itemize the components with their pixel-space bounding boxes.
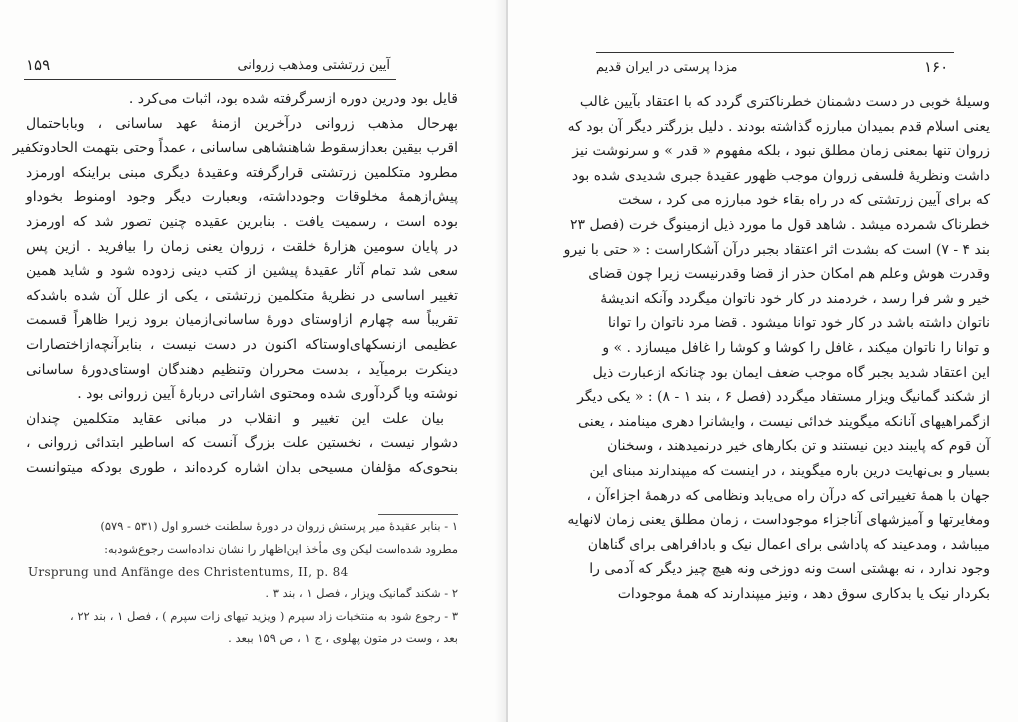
body-line: در پایان سومین هزارهٔ خلقت ، زروان یعنی زمان را بیافرید . ازین پس [26,238,458,255]
left-body-text [12,87,459,481]
body-line: ومغایرتها و آمیزشهای آناجزاء موجوداست ، زمان مطلق یعنی زمان لانهایه [567,512,990,529]
footnote-rule [378,514,458,515]
body-line: تقریباً سه چهارم ازاوستای دورهٔ ساسانی‌ازمیان برود زیرا ظاهراً قسمت [26,312,458,329]
body-line: بکردار نیک یا بدکاری سوق دهد ، ونیز میپندارند که همهٔ موجودات [617,585,990,602]
right-running-head: مزدا پرستی در ایران قدیم [596,60,738,75]
body-line: این اعتقاد شدید بجبر گاه موجب ضعف ایمان بود چنانکه ازعبارت ذیل [592,364,990,381]
footnote-line: ۱ - بنابر عقیدهٔ میر پرستش زروان در دورهٔ سلطنت خسرو اول (۵۳۱ - ۵۷۹) [100,519,458,533]
body-line: وسیلهٔ خوبی در دست دشمنان خطرناکتری گردد که با اعتقاد بآیین غالب [579,94,990,110]
body-line: عظیمی ازنسکهای‌اوستاکه اکنون در دست نیست ، بنابرآنچه‌ازاختصارات [26,336,458,353]
body-line: وجود ندارد ، نه بهشتی است ونه دوزخی ونه هیچ چیز دیگر که آدمی را [589,561,990,578]
body-line: سعی شد تمام آثار عقیدهٔ پیشین از کتب دینی زدوده شود و شاید همین [26,263,458,280]
footnote-line: ۳ - رجوع شود به منتخبات زاد سپرم ( ویزید تیهای زات سپرم ) ، فصل ۱ ، بند ۲۲ ، [70,609,458,623]
body-line: جهان با همهٔ تغییراتی که درآن راه می‌یابد ونظامی که درهمهٔ اجزاءآن ، [586,487,990,504]
body-line: بسیار و بی‌نهایت درین باره میگویند ، در اینست که میپندارند مبنای این [589,462,990,479]
body-line: تغییر اساسی در نظریهٔ متکلمین زرتشتی ، یکی از علل آن شده باشدکه [26,287,458,304]
left-running-head: آیین زرتشتی ومذهب زروانی [237,58,390,73]
left-header-rule [24,79,396,80]
body-line: بهرحال مذهب زروانی درآخرین ازمنهٔ عهد ساسانی ، وباباحتمال [26,115,458,132]
footnote-line: مطرود شده‌است لیکن وی مأخذ این‌اظهار را نشان نداده‌است رجوع‌شودبه: [104,542,458,556]
body-line: خیر و شر فرا رسد ، خردمند در کار خود ناتوان میگردد وآنکه اندیشهٔ [600,290,990,307]
body-line: بوده است ، رسمیت یافت . بنابرین عقیده چنین تصور شد که اورمزد [26,213,458,230]
footnote-line: بعد ، وست در متون پهلوی ، ج ۱ ، ص ۱۵۹ ببعد . [228,631,458,645]
body-line: وقدرت هوش وعلم هم امکان حذر از قضا وقدرنیست زیرا چون قضای [588,266,990,283]
right-body-text [563,90,990,606]
body-line: میباشد ، ومدعیند که پاداشی برای اعمال نیک و بادافراهی برای گناهان [587,536,990,553]
body-line: قایل بود ودرین دوره ازسرگرفته شده بود، اثبات می‌کرد . [128,91,458,107]
left-page-number: ۱۵۹ [26,56,51,74]
body-line: پیش‌ازهمهٔ مخلوقات وجودداشته، وبعبارت دیگر وجود اومنوط بخوداو [26,189,458,206]
body-line: زروان تنها بمعنی زمان مطلق نبود ، بلکه مفهوم « قدر » و سرنوشت نیز [572,143,990,160]
right-page-header [508,58,1018,80]
right-page-number: ۱۶۰ [924,58,949,76]
body-line: اقرب بیقین بعدازسقوط شاهنشاهی ساسانی ، عمداً وحتی بتهمت الحادوتکفیر [12,140,458,157]
body-line: داشت ونظریهٔ فلسفی زروان موجب ظهور عقیدهٔ جبری شدیدی شده بود [571,167,990,184]
footnote-latin-citation: Ursprung und Anfänge des Christentums, II, p. 84 [28,565,349,579]
body-line: خطرناک شمرده میشد . شاهد قول ما مورد ذیل ازمینوگ‌ خرت (فصل ۲۳ [569,216,990,233]
body-line: ازگمراهیهای آنانکه میگویند خدائی نیست ، وایشانرا دهری مینامند ، یعنی [578,413,990,430]
body-line: یعنی اسلام قدم بمیدان مبارزه گذاشته بودند . دلیل بزرگتر دیگر آن بود که [567,118,990,135]
body-line: مطرود متکلمین زرتشتی قرارگرفته وعقیدهٔ دیگری مبنی براینکه اورمزد [26,164,458,181]
body-line: ناتوان داشته باشد در کار خود توانا میشود . قضا مرد ناتوان را توانا [607,315,990,332]
right-header-rule [596,52,954,53]
body-line: آن قوم که پایبند دین نیستند و تن بکارهای خیر درنمیدهند ، وسخنان [607,438,990,455]
body-line: نوشته ویا گردآوری شده ومحتوی اشاراتی دربارهٔ آیین زروانی بود . [77,386,458,403]
left-page [0,0,506,722]
body-line: دینکرت برمیآید ، بدست محرران وتنظیم دهندگان اوستای‌دورهٔ ساسانی [26,361,458,378]
left-page-header [0,56,506,78]
body-line: از شکند گمانیگ ویزار مستفاد میگردد (فصل ۶ ، بند ۱ - ۸) : « یکی دیگر [577,389,990,406]
body-line: که برای آیین زرتشتی که در راه بقاء خود مبارزه می کرد ، سخت [618,192,990,209]
body-line: بند ۴ - ۷) است که بشدت اثر اعتقاد بجبر درآن آشکاراست : « حتی با نیرو [563,241,990,258]
body-line: و توانا را ناتوان میکند ، غافل را کوشا و کوشا را غافل میسازد . » و [602,339,990,356]
body-line: دشوار نیست ، نخستین علت بزرگ آنست که اساطیر ابتدائی زروانی ، [26,435,459,452]
footnote-line: ۲ - شکند گمانیک ویزار ، فصل ۱ ، بند ۳ . [265,586,458,600]
gutter-shadow [495,0,506,722]
right-page [508,0,1018,722]
body-line: بنحوی‌که مؤلفان مسیحی بدان اشاره کرده‌اند ، طوری بودکه میتوانست [26,459,458,476]
body-line: بیان علت این تغییر و انقلاب در مبانی عقاید متکلمین چندان [26,410,444,427]
